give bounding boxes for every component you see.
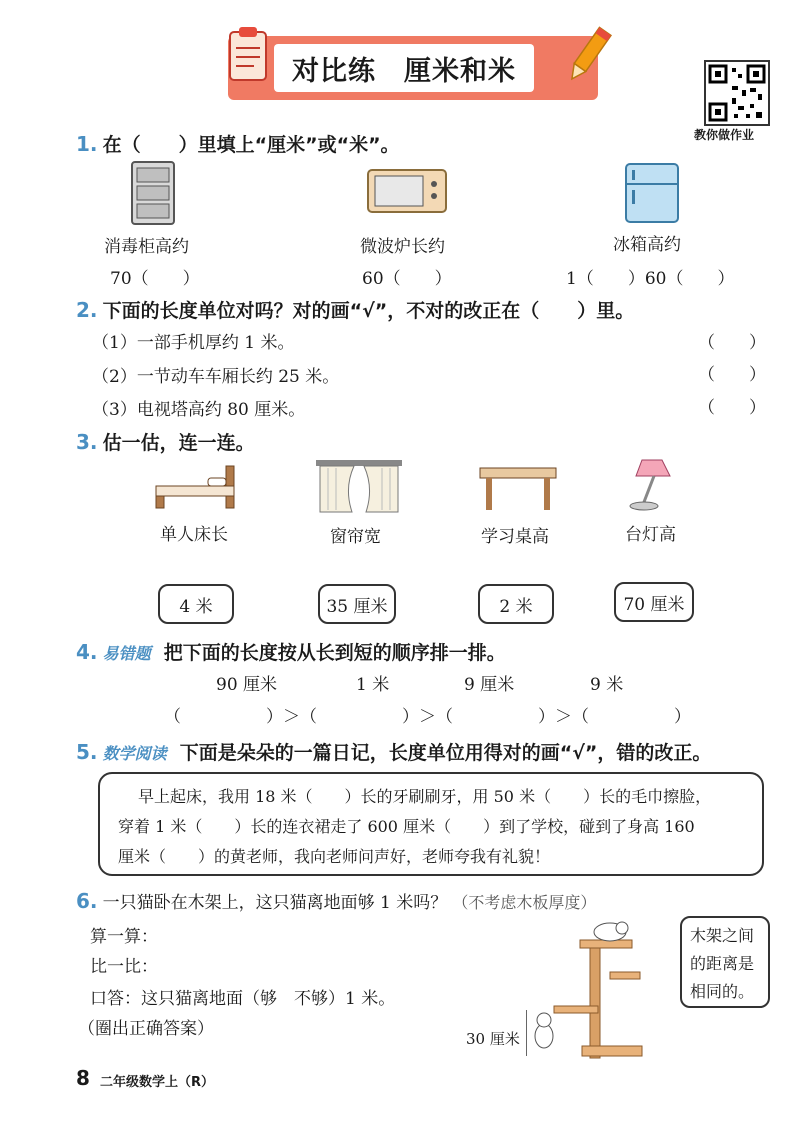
desk-icon [478, 464, 558, 512]
question-3 [76, 428, 255, 455]
step-compare[interactable]: 比一比： [90, 957, 158, 977]
option-4m[interactable]: 4 米 [158, 584, 234, 624]
question-text: 估一估，连一连。 [102, 432, 255, 454]
item-bed: 单人床长 [160, 525, 228, 545]
question-text: 下面的长度单位对吗？对的画“√”，不对的改正在（ ）里。 [102, 300, 635, 322]
page-number: 8 [76, 1066, 90, 1090]
title-banner [228, 22, 598, 100]
question-1 [76, 130, 400, 157]
footer-book-title: 二年级数学上（R） [100, 1075, 215, 1090]
statement-1: （1）一部手机厚约 1 米。 [92, 333, 295, 353]
bed-icon [152, 462, 238, 510]
question-tag: 易错题 [102, 644, 151, 663]
item-lamp: 台灯高 [625, 525, 676, 545]
qr-code[interactable] [704, 60, 770, 126]
question-number: 5. [76, 740, 98, 764]
question-2 [76, 296, 634, 323]
statement-2: （2）一节动车车厢长约 25 米。 [92, 367, 340, 387]
question-text: 在（ ）里填上“厘米”或“米”。 [102, 134, 400, 156]
length-value-1: 90 厘米 [216, 675, 278, 695]
question-number: 1. [76, 132, 98, 156]
answer-blank-microwave[interactable]: 60（ ） [362, 269, 452, 289]
order-blanks[interactable]: （ ）＞（ ）＞（ ）＞（ ） [164, 707, 691, 727]
item-label-cabinet: 消毒柜高约 [104, 237, 189, 257]
callout-box [680, 916, 770, 1008]
microwave-icon [366, 168, 448, 216]
clipboard-icon [224, 22, 274, 86]
option-35cm[interactable]: 35 厘米 [318, 584, 396, 624]
statement-3-blank[interactable]: （ ） [698, 398, 766, 418]
question-number: 4. [76, 640, 98, 664]
qr-code-icon [706, 62, 768, 124]
item-label-microwave: 微波炉长约 [360, 237, 445, 257]
page-title: 对比练 厘米和米 [274, 44, 534, 92]
question-text: 下面是朵朵的一篇日记，长度单位用得对的画“√”，错的改正。 [179, 742, 712, 764]
step-hint: （圈出正确答案） [78, 1019, 214, 1039]
length-value-2: 1 米 [356, 675, 390, 695]
statement-1-blank[interactable]: （ ） [698, 333, 766, 353]
item-curtain: 窗帘宽 [330, 527, 381, 547]
pencil-icon [564, 24, 612, 88]
length-value-4: 9 米 [590, 675, 624, 695]
answer-blank-cabinet[interactable]: 70（ ） [110, 269, 200, 289]
callout-line-3: 相同的。 [690, 982, 755, 1001]
item-label-fridge: 冰箱高约 [613, 235, 681, 255]
question-text: 把下面的长度按从长到短的顺序排一排。 [163, 642, 506, 664]
option-70cm[interactable]: 70 厘米 [614, 582, 694, 622]
diary-line-3[interactable]: 厘米（ ）的黄老师，我向老师问声好，老师夸我有礼貌！ [118, 847, 551, 866]
callout-line-1: 木架之间 [690, 926, 755, 945]
cat-tree-icon [526, 918, 656, 1064]
question-text: 一只猫卧在木架上，这只猫离地面够 1 米吗？ [102, 893, 448, 913]
step-calculate[interactable]: 算一算： [90, 927, 158, 947]
question-5 [76, 738, 711, 765]
statement-3: （3）电视塔高约 80 厘米。 [92, 400, 306, 420]
diary-line-2[interactable]: 穿着 1 米（ ）长的连衣裙走了 600 厘米（ ）到了学校，碰到了身高 160 [118, 817, 695, 836]
question-6 [76, 888, 596, 913]
fridge-icon [624, 162, 680, 224]
answer-blank-fridge[interactable]: 1（ ）60（ ） [566, 269, 735, 289]
statement-2-blank[interactable]: （ ） [698, 365, 766, 385]
qr-caption: 教你做作业 [694, 128, 755, 142]
question-tag: 数学阅读 [102, 744, 167, 763]
question-note: （不考虑木板厚度） [452, 893, 597, 912]
height-label: 30 厘米 [466, 1030, 520, 1048]
disinfection-cabinet-icon [130, 160, 176, 226]
diary-line-1[interactable]: 早上起床，我用 18 米（ ）长的牙刷刷牙，用 50 米（ ）长的毛巾擦脸， [138, 787, 712, 806]
lamp-icon [626, 456, 676, 512]
question-4 [76, 638, 506, 665]
question-number: 2. [76, 298, 98, 322]
callout-line-2: 的距离是 [690, 954, 755, 973]
length-value-3: 9 厘米 [464, 675, 515, 695]
question-number: 3. [76, 430, 98, 454]
step-answer[interactable]: 口答：这只猫离地面（够 不够）1 米。 [90, 989, 396, 1009]
curtain-icon [314, 458, 404, 516]
question-number: 6. [76, 889, 98, 913]
item-desk: 学习桌高 [481, 527, 549, 547]
diary-box [98, 772, 764, 876]
option-2m[interactable]: 2 米 [478, 584, 554, 624]
